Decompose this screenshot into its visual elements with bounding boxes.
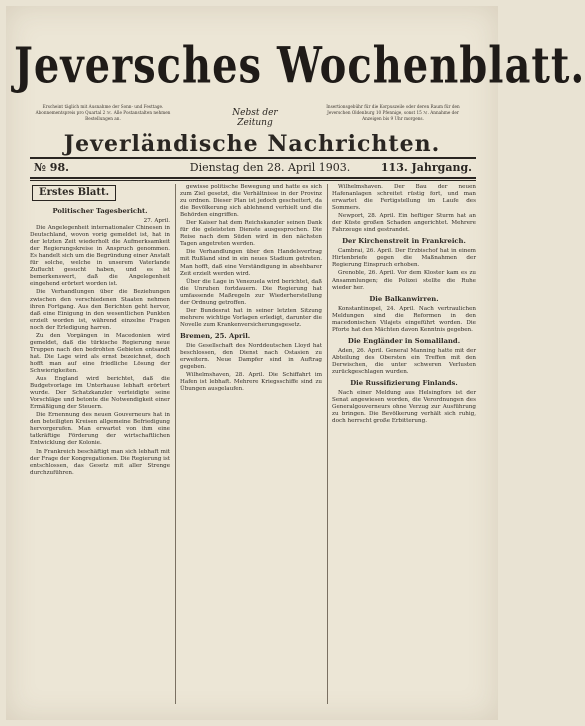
section-heading: Bremen, 25. April. [180,331,251,340]
column-divider [175,184,176,704]
nebst-label: Nebst der Zeitung [232,108,278,128]
section-box-heading: Erstes Blatt. [32,185,116,201]
article-paragraph: Die Angelegenheit internationaler Chinesen in Deutschland, wovon vorig gemeldet ist, hat in der letzten Zeit wiederholt die Aufmerksamkeit der Regierungskreise in Anspruch genommen. Es handelt sich um die Begründung einer Anstalt für solche, welche in unserem Vaterlande Zuflucht gesucht haben, und es ist bemerkenswert, daß die Angelegenheit eingehend erörtert worden ist. [30,225,170,288]
article-paragraph: Grenoble, 26. April. Vor dem Kloster kam es zu Ansammlungen; die Polizei stellte die Ruhe wieder her. [332,270,476,291]
article-paragraph: Cambrai, 26. April. Der Erzbischof hat in einem Hirtenbriefe gegen die Maßnahmen der Regierung Einspruch erhoben. [332,248,476,269]
rule-bottom [30,177,476,179]
masthead-title: Jeversches Wochenblatt. [14,36,585,95]
column-1 [30,184,170,708]
issue-number: № 98. [34,161,69,174]
column-divider [327,184,328,704]
section-heading: Die Engländer in Somaliland. [347,336,461,345]
article-paragraph: Aden, 26. April. General Manning hatte mit der Abteilung des Obersten ein Treffen mit den Derwischen, die unter schweren Verlusten zurückgeschlagen wurden. [332,347,476,375]
column-2 [180,184,322,708]
article-paragraph: Nach einer Meldung aus Helsingfors ist der Senat angewiesen worden, die Verordnungen des Generalgouverneurs ohne Verzug zur Ausführung zu bringen. Die Bevölkerung verhält sich ruhig, doch herrscht große Erbitterung. [332,389,476,425]
issue-date: Dienstag den 28. April 1903. [189,161,351,174]
article-paragraph: Konstantinopel, 24. April. Nach vertraulichen Meldungen sind die Reformen in den macedonischen Vilajets eingeführt worden. Die Pforte hat den Mächten davon Kenntnis gegeben. [332,305,476,333]
article-paragraph: Der Bundesrat hat in seiner letzten Sitzung mehrere wichtige Vorlagen erledigt, darunter die Novelle zum Krankenversicherungsgesetz. [180,307,322,328]
section-heading: Der Kirchenstreit in Frankreich. [342,237,466,246]
article-paragraph: Die Ernennung des neuen Gouverneurs hat in den beteiligten Kreisen allgemeine Befriedigung hervorgerufen. Man erwartet von ihm eine tatkräftige Förderung der wirtschaftlichen Entwicklung der Kolonie. [30,412,170,447]
volume-year: 113. Jahrgang. [380,161,472,174]
section-heading: Die Russifizierung Finlands. [350,378,458,387]
rule-top [30,157,476,159]
supplement-title: Jeverländische Nachrichten. [63,131,441,157]
rule-bottom-thin [30,180,476,181]
dateline [30,160,476,176]
article-paragraph: Wilhelmshaven, 28. April. Die Schiffahrt im Hafen ist lebhaft. Mehrere Kriegsschiffe sind zu Übungen ausgelaufen. [180,372,322,393]
article-paragraph: gewisse politische Bewegung und hatte es sich zum Ziel gesetzt, die Verhältnisse in der Provinz zu ordnen. Dieser Plan ist jedoch gescheitert, da die Bevölkerung sich ablehnend verhielt und die Behörden eingriffen. [180,184,322,219]
advertising-info: Insertionsgebühr für die Korpuszeile oder deren Raum für den Jeverschen Oldenburg 10 Pfennige, sonst 15 ℳ. Annahme der Anzeigen bis 9 Uhr morgens. [326,104,460,121]
section-heading: Politischer Tagesbericht. [52,207,148,215]
article-paragraph: Wilhelmshaven. Der Bau der neuen Hafenanlagen schreitet rüstig fort, und man erwartet die Fertigstellung im Laufe des Sommers. [332,184,476,212]
article-paragraph: Die Verhandlungen über die Beziehungen zwischen den verschiedenen Staaten nehmen ihren Fortgang. Aus den Berichten geht hervor, daß eine Einigung in den wesentlichen Punkten erzielt worden ist, während einzelne Fragen noch der Erledigung harren. [30,289,170,331]
article-paragraph: Aus England wird berichtet, daß die Budgetvorlage im Unterhause lebhaft erörtert wurde. Der Schatzkanzler verteidigte seine Vorschläge und betonte die Notwendigkeit einer Ermäßigung der Steuern. [30,376,170,411]
article-paragraph: Die Gesellschaft des Norddeutschen Lloyd hat beschlossen, den Dienst nach Ostasien zu erweitern. Neue Dampfer sind in Auftrag gegeben. [180,342,322,371]
article-dateline: 27. April. [143,218,170,224]
article-paragraph: Newport, 28. April. Ein heftiger Sturm hat an der Küste großen Schaden angerichtet. Mehrere Fahrzeuge sind gestrandet. [332,213,476,234]
article-paragraph: Über die Lage in Venezuela wird berichtet, daß die Unruhen fortdauern. Die Regierung hat umfassende Maßregeln zur Wiederherstellung der Ordnung getroffen. [180,278,322,306]
article-paragraph: In Frankreich beschäftigt man sich lebhaft mit der Frage der Kongregationen. Die Regierung ist entschlossen, das Gesetz mit aller Strenge durchzuführen. [30,448,170,476]
article-paragraph: Der Kaiser hat dem Reichskanzler seinen Dank für die geleisteten Dienste ausgesprochen. Die Reise nach dem Süden wird in den nächsten Tagen angetreten werden. [180,220,322,248]
section-heading: Die Balkanwirren. [369,294,439,303]
article-paragraph: Die Verhandlungen über den Handelsvertrag mit Rußland sind in ein neues Stadium getreten. Man hofft, daß eine Verständigung in absehbarer Zeit erzielt werden wird. [180,249,322,277]
subscription-info: Erscheint täglich mit Ausnahme der Sonn- und Festtage. Abonnementspreis pro Quartal 2 ℳ. Alle Postanstalten nehmen Bestellungen an. [35,104,171,121]
column-3 [332,184,476,708]
article-paragraph: Zu den Vorgängen in Macedonien wird gemeldet, daß die türkische Regierung neue Truppen nach den bedrohten Gebieten entsandt hat. Die Lage wird als ernst bezeichnet, doch hofft man auf eine friedliche Lösung der Schwierigkeiten. [30,332,170,374]
